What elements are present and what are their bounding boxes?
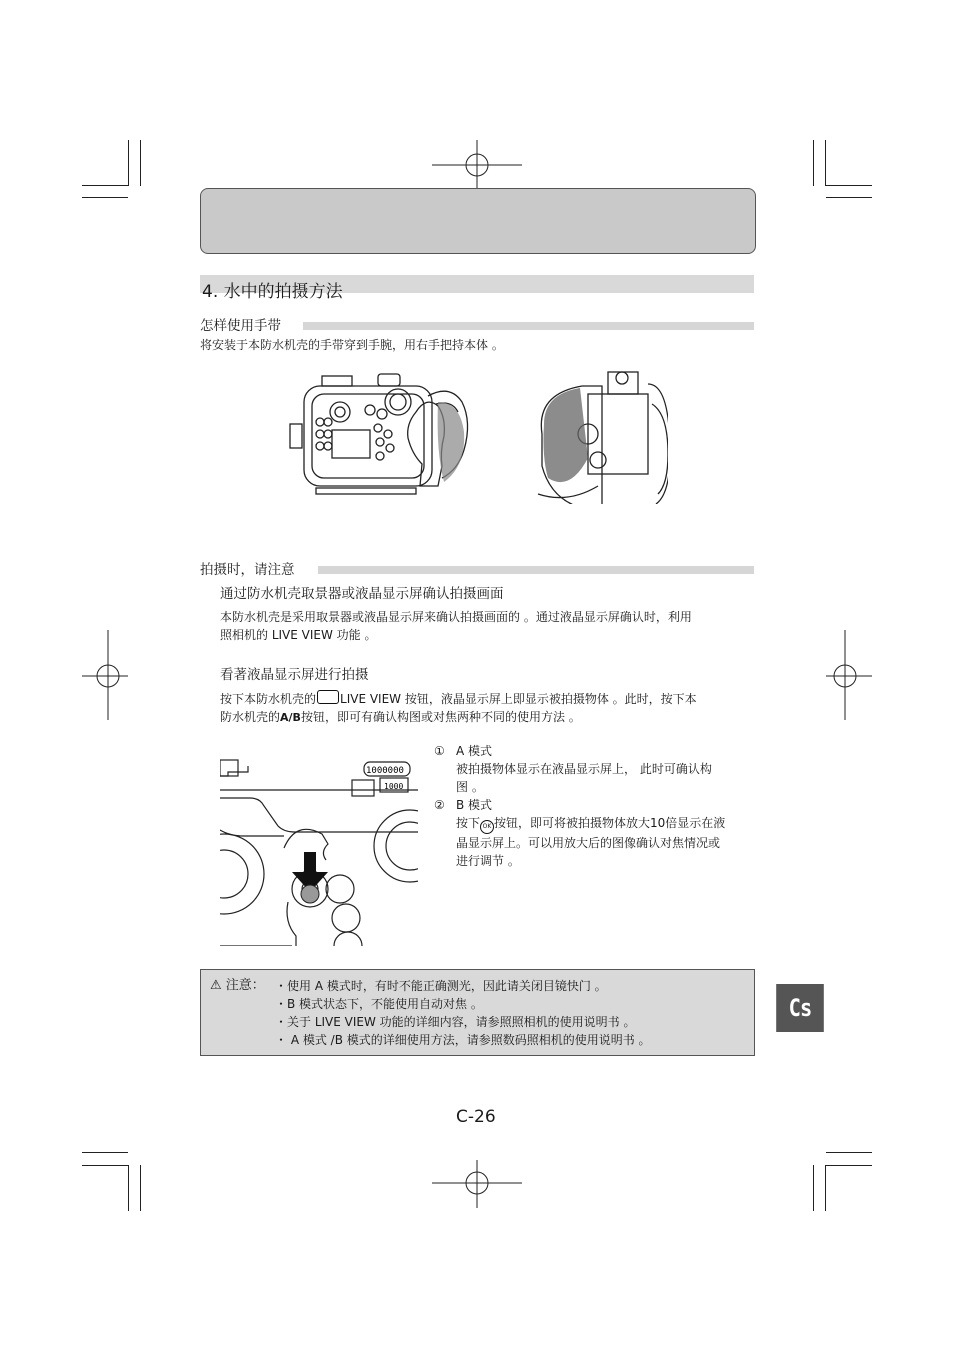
strap-text: 将安装于本防水机壳的手带穿到手腕，用右手把持本体 。 (200, 338, 504, 352)
language-tab: Cs (776, 984, 824, 1032)
mode-a-text-2: 图 。 (456, 780, 484, 794)
mode-a-label: A 模式 (456, 744, 493, 758)
caution-item: ・ A 模式 /B 模式的详细使用方法，请参照数码照相机的使用说明书 。 (275, 1033, 651, 1047)
ok-button-icon: OK (480, 820, 494, 834)
lcd-text-2a: 防水机壳的 (220, 710, 281, 724)
section-title-bar (200, 275, 754, 302)
caution-box (200, 969, 755, 1056)
header-band (200, 188, 756, 254)
modes-list (434, 742, 758, 870)
viewfinder-heading: 通过防水机壳取景器或液晶显示屏确认拍摄画面 (220, 586, 504, 602)
section-title: 4. 水中的拍摄方法 (202, 282, 343, 302)
caution-item: ・关于 LIVE VIEW 功能的详细内容，请参照照相机的使用说明书 。 (275, 1015, 636, 1029)
ab-button-icon: A/B (280, 711, 301, 724)
live-view-button-icon (317, 690, 339, 704)
viewfinder-text-line1: 本防水机壳是采用取景器或液晶显示屏来确认拍摄画面的 。通过液晶显示屏确认时，利用 (220, 610, 692, 624)
shooting-heading: 拍摄时，请注意 (200, 562, 295, 578)
mode-b-label: B 模式 (456, 798, 493, 812)
lcd-heading: 看著液晶显示屏进行拍摄 (220, 667, 369, 683)
mode-b-text-3: 进行调节 。 (456, 854, 520, 868)
caution-item: ・使用 A 模式时，有时不能正确测光，因此请关闭目镜快门 。 (275, 979, 607, 993)
lcd-text-1b: LIVE VIEW 按钮，液晶显示屏上即显示被拍摄物体 。此时，按下本 (340, 692, 697, 706)
mode-b-text-2: 晶显示屏上。可以用放大后的图像确认对焦情况或 (456, 836, 721, 850)
caution-list (275, 977, 651, 1049)
page-number: C-26 (456, 1107, 496, 1127)
dial-label: 1000000 (366, 766, 404, 776)
heading-rule (303, 322, 754, 330)
ab-button-illustration (220, 756, 418, 946)
lcd-text-line1 (220, 690, 697, 709)
viewfinder-text-line2: 照相机的 LIVE VIEW 功能 。 (220, 628, 377, 642)
mode-b-text-1a: 按下 (456, 816, 481, 830)
lcd-text-line2 (220, 708, 581, 727)
mode-b-text-1b: 按钮，即可将被拍摄物体放大10倍显示在液 (494, 816, 726, 830)
mode-b-row (434, 796, 758, 814)
lcd-text-2b: 按钮，即可有确认构图或对焦两种不同的使用方法 。 (300, 710, 581, 724)
heading-rule (318, 566, 754, 574)
strap-heading: 怎样使用手带 (200, 318, 281, 334)
caution-label: ⚠ 注意： (210, 978, 265, 993)
housing-strap-illustration (288, 364, 668, 504)
mode-b-number: ② (434, 798, 445, 812)
mode-b-text-1 (456, 814, 758, 834)
dial-small-label: 1000 (384, 782, 404, 791)
mode-a-text-1: 被拍摄物体显示在液晶显示屏上， 此时可确认构 (456, 762, 712, 776)
lcd-text-1a: 按下本防水机壳的 (220, 692, 317, 706)
mode-a-number: ① (434, 744, 445, 758)
caution-item: ・B 模式状态下，不能使用自动对焦 。 (275, 997, 483, 1011)
mode-a-row (434, 742, 758, 760)
